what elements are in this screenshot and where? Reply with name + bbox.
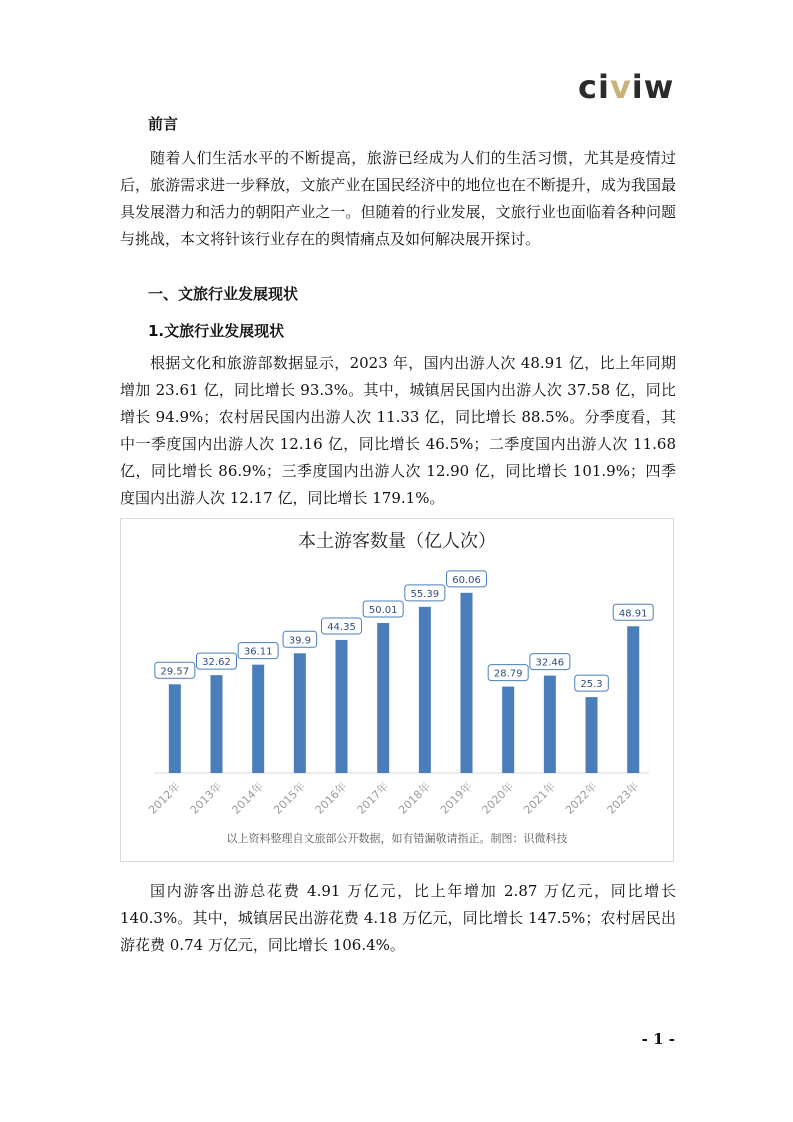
x-tick-label: 2022年 — [562, 779, 600, 817]
bar-2015年 — [294, 653, 306, 773]
bar-2017年 — [377, 623, 389, 773]
x-tick-label: 2019年 — [437, 779, 475, 817]
data-label: 44.35 — [327, 621, 356, 633]
x-tick-label: 2013年 — [187, 779, 225, 817]
x-tick-label: 2017年 — [354, 779, 392, 817]
x-tick-label: 2020年 — [479, 779, 517, 817]
data-label: 39.9 — [288, 635, 311, 647]
x-tick-label: 2018年 — [396, 779, 433, 817]
x-tick-label: 2021年 — [521, 779, 558, 817]
data-label: 60.06 — [452, 574, 481, 586]
bar-2014年 — [252, 665, 264, 773]
data-label: 28.79 — [493, 668, 523, 680]
data-label: 55.39 — [410, 588, 440, 600]
bar-2021年 — [544, 676, 556, 773]
x-tick-label: 2016年 — [312, 779, 350, 817]
bar-2012年 — [169, 684, 181, 773]
preface-heading: 前言 — [148, 115, 179, 133]
x-tick-label: 2015年 — [271, 779, 308, 817]
civiw-logo — [578, 68, 675, 106]
x-tick-label: 2012年 — [146, 779, 183, 817]
data-label: 48.91 — [618, 608, 648, 620]
data-label: 32.46 — [535, 657, 565, 669]
bar-2018年 — [419, 607, 431, 773]
bar-2016年 — [336, 640, 348, 773]
data-label: 32.62 — [202, 657, 231, 669]
preface-paragraph: 随着人们生活水平的不断提高，旅游已经成为人们的生活习惯，尤其是疫情过后，旅游需求进一步释放，文旅产业在国民经济中的地位也在不断提升，成为我国最具发展潜力和活力的朝阳产业之一。但随着的行业发展，文旅行业也面临着各种问题与挑战，本文将针该行业存在的舆情痛点及如何解决展开探讨。 — [120, 149, 676, 248]
section1-1-heading: 1.文旅行业发展现状 — [148, 322, 285, 340]
section1-heading: 一、文旅行业发展现状 — [148, 285, 299, 303]
bar-2020年 — [502, 687, 514, 773]
logo-text: civiw — [578, 68, 675, 106]
chart-source-note: 以上资料整理自文旅部公开数据，如有错漏敬请指正。制图：识微科技 — [226, 832, 568, 845]
data-label: 29.57 — [160, 666, 190, 678]
data-label: 36.11 — [243, 646, 273, 658]
stats-paragraph: 根据文化和旅游部数据显示，2023 年，国内出游人次 48.91 亿，比上年同期增加 23.61 亿，同比增长 93.3%。其中，城镇居民国内出游人次 37.58 亿，同比增长 94.9%；农村居民国内出游人次 11.33 亿，同比增长 88.5%。分季度看，其中一季度国内出游人次 12.16 亿，同比增长 46.5%；二季度国内出游人次 11.68 亿，同比增长 86.9%；三季度国内出游人次 12.90 亿，同比增长 101.9%；四季度国内出游人次 12.17 亿，同比增长 179.1%。 — [120, 354, 676, 507]
tourist-count-chart — [120, 518, 674, 862]
chart-svg — [121, 519, 673, 861]
spending-paragraph: 国内游客出游总花费 4.91 万亿元，比上年增加 2.87 万亿元，同比增长 140.3%。其中，城镇居民出游花费 4.18 万亿元，同比增长 147.5%；农村居民出游花费 0.74 万亿元，同比增长 106.4%。 — [120, 882, 676, 954]
bar-2013年 — [211, 675, 223, 773]
data-label: 50.01 — [368, 604, 398, 616]
chart-title: 本土游客数量（亿人次） — [298, 531, 496, 552]
data-label: 25.3 — [580, 679, 603, 691]
page-number: - 1 - — [641, 1030, 675, 1048]
x-tick-label: 2023年 — [604, 779, 642, 817]
bar-2022年 — [586, 697, 598, 773]
bar-2019年 — [461, 593, 473, 773]
x-tick-label: 2014年 — [229, 779, 267, 817]
bar-2023年 — [627, 626, 639, 773]
